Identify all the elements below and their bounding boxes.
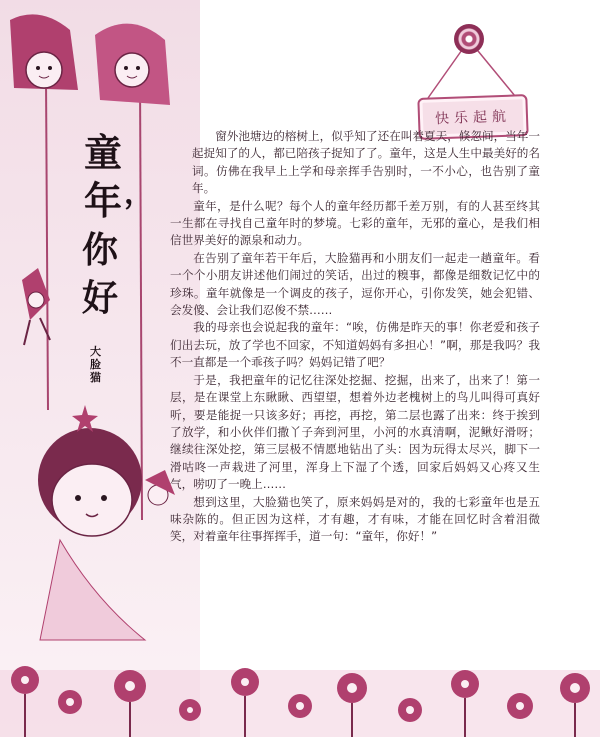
paragraph: 于是，我把童年的记忆往深处挖掘、挖掘，出来了，出来了！第一层，是在课堂上东瞅瞅、西望望，想着外边老槐树上的鸟儿叫得可真好听，要是能捉一只该多好；再挖，再挖，第二层也露了出来：终于挨到了放学，和小伙伴们撒丫子奔到河里，小河的水真清啊，泥鳅好滑呀；继续往深处挖，第三层极不情愿地钻出了头：因为玩得太尽兴，脚下一滑咕咚一声栽进了河里，浑身上下湿了个透，回家后妈妈又心疼又生气，唠叨了一晚上……	[170, 372, 540, 492]
author-name: 大脸猫	[90, 345, 101, 384]
title-char: 童	[84, 130, 123, 175]
flower-field	[0, 610, 600, 737]
article-body	[170, 128, 540, 546]
article-title	[72, 112, 154, 319]
title-char: 你	[82, 229, 119, 271]
paragraph: 想到这里，大脸猫也笑了，原来妈妈是对的，我的七彩童年也是五味杂陈的。但正因为这样，才有趣，才有味，才能在回忆时含着泪微笑，对着童年往事挥挥手，道一句：“童年，你好！”	[170, 494, 540, 544]
paragraph: 我的母亲也会说起我的童年：“唉，仿佛是昨天的事！你老爱和孩子们出去玩，放了学也不回家，不知道妈妈有多担心！”啊，那是我吗？我不一直都是一个乖孩子吗？妈妈记错了吧？	[170, 320, 540, 370]
column-sign-text: 快乐起航	[434, 108, 512, 128]
paragraph: 在告别了童年若干年后，大脸猫再和小朋友们一起走一趟童年。看一个个小朋友讲述他们闹过的笑话，出过的糗事，都像是细数记忆中的珍珠。童年就像是一个调皮的孩子，逗你开心，引你发笑，她会犯错、会发傻、会让我们忍俊不禁……	[170, 250, 540, 318]
title-char: 年	[84, 178, 123, 223]
paragraph: 童年，是什么呢？每个人的童年经历都千差万别，有的人甚至终其一生都在寻找自己童年时的梦境。七彩的童年，无邪的童心，是我们相信世界美好的源泉和动力。	[170, 198, 540, 248]
title-comma: ，	[124, 176, 154, 211]
title-char: 好	[82, 277, 119, 319]
pin-icon	[454, 24, 484, 54]
paragraph: 窗外池塘边的榕树上，似乎知了还在叫着夏天，倏忽间，当年一起捉知了的人，都已陪孩子捉知了了。童年，这是人生中最美好的名词。仿佛在我早上上学和母亲挥手告别时，一不小心，也告别了童年。	[192, 129, 540, 196]
